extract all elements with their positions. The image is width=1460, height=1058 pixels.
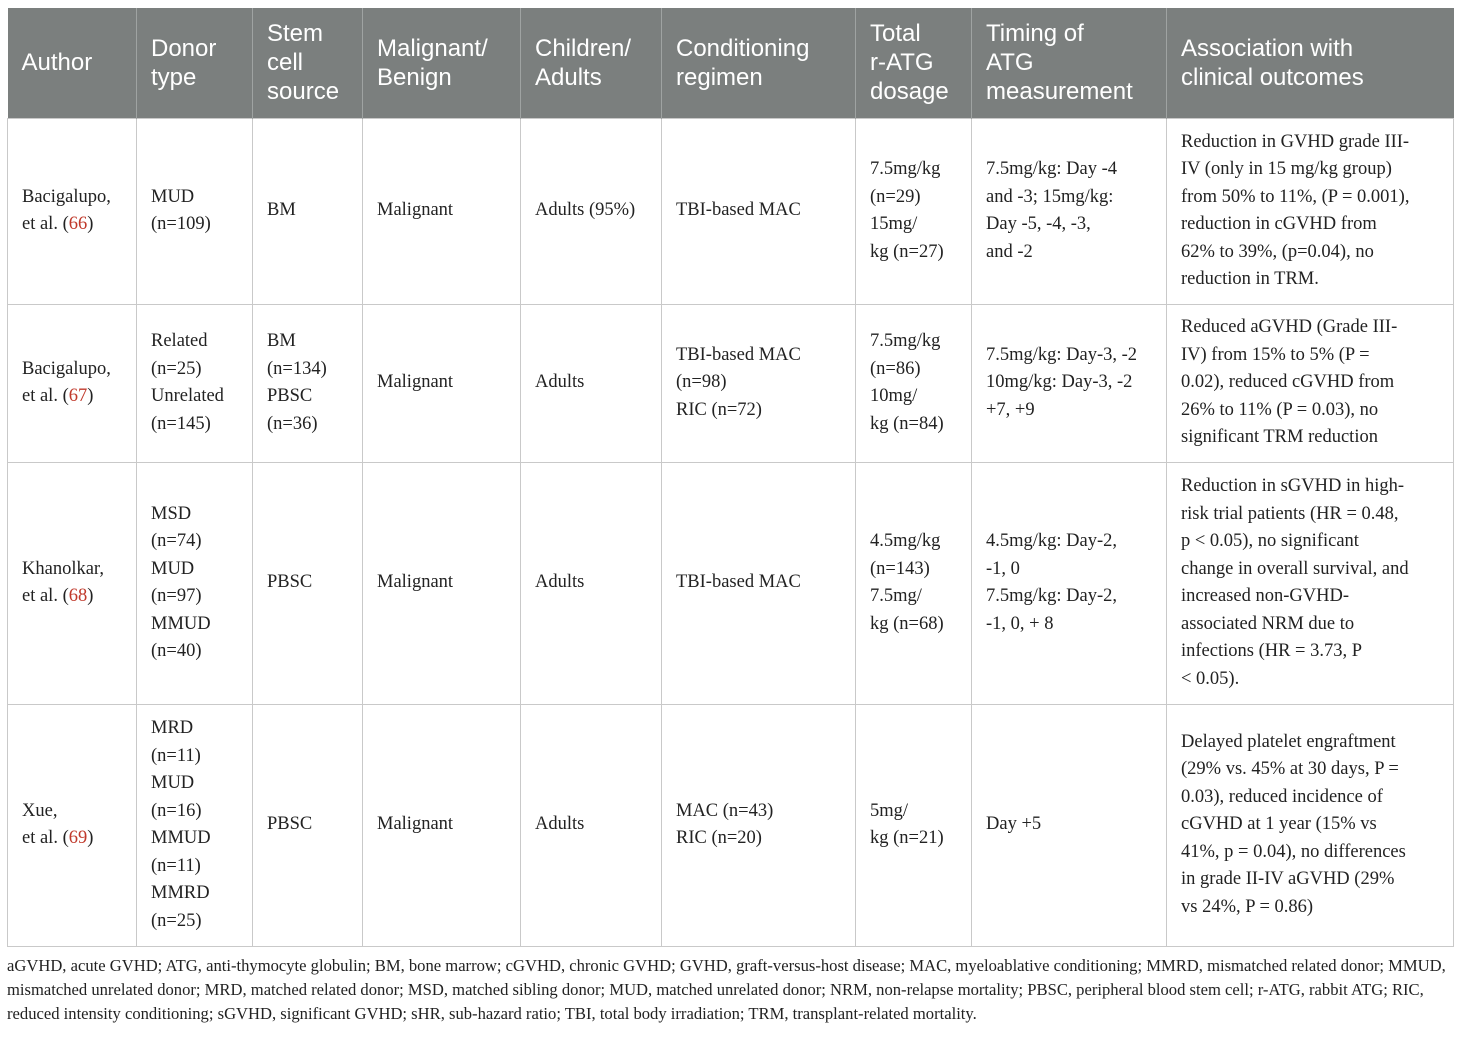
cell-line: infections (HR = 3.73, P	[1181, 641, 1363, 661]
cell-malignant	[363, 462, 521, 704]
cell-line: PBSC	[267, 386, 313, 406]
cell-age	[521, 118, 662, 304]
cell-timing	[972, 118, 1167, 304]
cell-line: change in overall survival, and	[1181, 558, 1409, 579]
header-line: Benign	[377, 63, 452, 91]
cell-line: Adults (95%)	[535, 200, 636, 221]
cell-line: vs 24%, P = 0.86)	[1181, 896, 1314, 917]
cell-line: (n=36)	[267, 413, 318, 434]
cell-line: (n=11)	[151, 855, 201, 876]
cell-line: and -3; 15mg/kg:	[986, 186, 1114, 207]
cell-line: (n=86)	[870, 358, 921, 379]
close-paren: )	[87, 214, 94, 234]
cell-line: 62% to 39%, (p=0.04), no	[1181, 241, 1374, 262]
cell-line: from 50% to 11%, (P = 0.001),	[1181, 186, 1410, 207]
cell-line: TBI-based MAC	[676, 200, 801, 221]
reference-link[interactable]: 66	[68, 214, 88, 234]
cell-line: Adults	[535, 814, 585, 835]
cell-line: RIC (n=20)	[676, 828, 762, 848]
cell-line: Bacigalupo,	[22, 186, 111, 207]
close-paren: )	[87, 828, 94, 848]
cell-line: BM	[267, 331, 296, 351]
cell-donor	[137, 118, 253, 304]
cell-line: Khanolkar,	[22, 558, 104, 579]
cell-line: 0.02), reduced cGVHD from	[1181, 372, 1395, 393]
header-line: Malignant/	[377, 34, 488, 62]
close-paren: )	[87, 586, 94, 606]
author-text: et al. (	[22, 828, 69, 848]
cell-line: significant TRM reduction	[1181, 427, 1378, 448]
reference-link[interactable]: 68	[68, 586, 88, 606]
cell-line: Delayed platelet engraftment	[1181, 731, 1396, 752]
column-header-children-adults	[521, 8, 662, 118]
cell-outcomes	[1167, 462, 1454, 704]
cell-line: increased non-GVHD-	[1181, 586, 1349, 606]
cell-author	[8, 304, 137, 462]
header-row	[8, 8, 1454, 118]
column-header-total-ratg-dosage	[856, 8, 972, 118]
table-row	[8, 704, 1454, 946]
reference-link[interactable]: 67	[68, 386, 88, 406]
cell-line: IV (only in 15 mg/kg group)	[1181, 159, 1392, 179]
header-line: Donor	[151, 34, 217, 62]
cell-timing	[972, 304, 1167, 462]
header-line: clinical outcomes	[1181, 63, 1364, 91]
cell-line: Day +5	[986, 814, 1042, 835]
cell-line: (n=74)	[151, 531, 202, 551]
cell-line: MUD	[151, 558, 195, 579]
cell-line: Reduction in GVHD grade III-	[1181, 131, 1410, 152]
cell-line: MMUD	[151, 613, 211, 634]
cell-line: Unrelated	[151, 386, 224, 406]
cell-donor	[137, 462, 253, 704]
cell-author	[8, 462, 137, 704]
close-paren: )	[87, 386, 94, 406]
header-line: measurement	[986, 78, 1133, 106]
cell-line: < 0.05).	[1181, 668, 1240, 689]
header-line: Adults	[535, 63, 602, 91]
cell-line: MUD	[151, 186, 195, 207]
cell-line: TBI-based MAC	[676, 572, 801, 593]
header-line: r-ATG	[870, 49, 934, 77]
cell-source	[253, 462, 363, 704]
cell-line: 4.5mg/kg	[870, 531, 941, 551]
cell-line: (n=109)	[151, 214, 211, 234]
cell-line: Malignant	[377, 200, 454, 221]
cell-age	[521, 462, 662, 704]
cell-line: Malignant	[377, 372, 454, 393]
cell-line: (n=98)	[676, 372, 727, 393]
header-line: Children/	[535, 34, 632, 62]
header-line: ATG	[986, 49, 1034, 77]
cell-line	[22, 825, 128, 853]
cell-line: PBSC	[267, 572, 313, 593]
cell-age	[521, 304, 662, 462]
cell-line: (29% vs. 45% at 30 days, P =	[1181, 759, 1399, 780]
cell-line: RIC (n=72)	[676, 399, 762, 420]
cell-line: (n=25)	[151, 910, 202, 931]
cell-line: Day -5, -4, -3,	[986, 214, 1091, 234]
cell-line: 7.5mg/kg	[870, 159, 941, 179]
cell-line: PBSC	[267, 814, 313, 835]
cell-author	[8, 704, 137, 946]
cell-line: MAC (n=43)	[676, 800, 774, 821]
column-header-association-outcomes	[1167, 8, 1454, 118]
cell-line: (n=29)	[870, 186, 921, 207]
column-header-stem-cell-source	[253, 8, 363, 118]
cell-source	[253, 118, 363, 304]
cell-line: Bacigalupo,	[22, 358, 111, 379]
header-line: regimen	[676, 63, 763, 91]
cell-line: 0.03), reduced incidence of	[1181, 786, 1383, 807]
cell-regimen	[662, 118, 856, 304]
cell-line: 7.5mg/kg	[870, 331, 941, 351]
header-line: Association with	[1181, 34, 1354, 62]
header-line: type	[151, 63, 197, 91]
cell-line	[22, 211, 128, 239]
cell-line: cGVHD at 1 year (15% vs	[1181, 814, 1377, 835]
cell-line: reduction in TRM.	[1181, 269, 1319, 289]
cell-regimen	[662, 704, 856, 946]
cell-author	[8, 118, 137, 304]
column-header-author	[8, 8, 137, 118]
header-line: source	[267, 78, 340, 106]
header-line: Total	[870, 20, 921, 48]
cell-line	[22, 383, 128, 411]
column-header-malignant-benign	[363, 8, 521, 118]
cell-outcomes	[1167, 704, 1454, 946]
header-line: Author	[21, 49, 93, 77]
header-line: cell	[267, 49, 304, 77]
cell-dosage	[856, 304, 972, 462]
cell-line: 7.5mg/kg: Day-2,	[986, 586, 1118, 606]
cell-dosage	[856, 462, 972, 704]
cell-line: reduction in cGVHD from	[1181, 214, 1377, 234]
table-footnote: aGVHD, acute GVHD; ATG, anti-thymocyte globulin; BM, bone marrow; cGVHD, chronic GVHD; GVHD, graft-versus-host disease; MAC, myeloablative conditioning; MMRD, mismatched related donor; MMUD, mismatched unrelated donor; MRD, matched related donor; MSD, matched sibling donor; MUD, matched unrelated donor; NRM, non-relapse mortality; PBSC, peripheral blood stem cell; r-ATG, rabbit ATG; RIC, reduced intensity conditioning; sGVHD, significant GVHD; sHR, sub-hazard ratio; TBI, total body irradiation; TRM, transplant-related mortality.	[7, 956, 1446, 1023]
cell-outcomes	[1167, 118, 1454, 304]
cell-malignant	[363, 704, 521, 946]
cell-source	[253, 704, 363, 946]
cell-line: TBI-based MAC	[676, 344, 801, 365]
cell-line: BM	[267, 200, 296, 221]
cell-line: Xue,	[22, 800, 58, 821]
cell-line: 10mg/kg: Day-3, -2	[986, 372, 1133, 393]
cell-outcomes	[1167, 304, 1454, 462]
cell-line: (n=40)	[151, 641, 202, 661]
cell-line: kg (n=84)	[870, 413, 944, 434]
cell-line: (n=145)	[151, 413, 211, 434]
cell-malignant	[363, 118, 521, 304]
cell-line: MMUD	[151, 828, 211, 848]
cell-line: kg (n=27)	[870, 241, 944, 262]
cell-line: (n=134)	[267, 358, 327, 379]
cell-line: (n=11)	[151, 745, 201, 766]
cell-line: 5mg/	[870, 800, 909, 821]
header-line: Conditioning	[676, 34, 810, 62]
cell-line: MMRD	[151, 883, 210, 903]
cell-line: 7.5mg/kg: Day-3, -2	[986, 344, 1138, 365]
cell-donor	[137, 704, 253, 946]
cell-dosage	[856, 118, 972, 304]
cell-dosage	[856, 704, 972, 946]
column-header-conditioning-regimen	[662, 8, 856, 118]
table-row	[8, 462, 1454, 704]
cell-line: (n=143)	[870, 558, 930, 579]
cell-line: Reduction in sGVHD in high-	[1181, 476, 1405, 496]
cell-line: Malignant	[377, 814, 454, 835]
cell-line: 10mg/	[870, 386, 918, 406]
cell-line: and -2	[986, 241, 1033, 262]
cell-line	[22, 583, 128, 611]
author-text: et al. (	[22, 214, 69, 234]
cell-line: MRD	[151, 718, 194, 738]
header-line: Timing of	[986, 20, 1084, 48]
cell-line: -1, 0, + 8	[986, 613, 1054, 634]
data-table	[7, 8, 1454, 947]
cell-malignant	[363, 304, 521, 462]
cell-timing	[972, 462, 1167, 704]
cell-line: 26% to 11% (P = 0.03), no	[1181, 399, 1379, 420]
cell-line: MUD	[151, 773, 195, 793]
cell-line: Adults	[535, 372, 585, 393]
cell-line: kg (n=68)	[870, 613, 944, 634]
cell-line: kg (n=21)	[870, 828, 944, 848]
cell-line: risk trial patients (HR = 0.48,	[1181, 503, 1399, 524]
cell-line: Related	[151, 331, 208, 351]
column-header-timing-of-atg	[972, 8, 1167, 118]
cell-line: 7.5mg/kg: Day -4	[986, 159, 1118, 179]
cell-line: 4.5mg/kg: Day-2,	[986, 531, 1118, 551]
cell-line: Malignant	[377, 572, 454, 593]
cell-line: IV) from 15% to 5% (P =	[1181, 344, 1370, 365]
cell-line: +7, +9	[986, 399, 1035, 420]
author-text: et al. (	[22, 386, 69, 406]
cell-line: in grade II-IV aGVHD (29%	[1181, 869, 1395, 890]
cell-line: (n=16)	[151, 800, 202, 821]
cell-line: (n=97)	[151, 586, 202, 606]
cell-line: (n=25)	[151, 358, 202, 379]
cell-line: 41%, p = 0.04), no differences	[1181, 841, 1406, 862]
reference-link[interactable]: 69	[68, 828, 88, 848]
cell-timing	[972, 704, 1167, 946]
cell-regimen	[662, 462, 856, 704]
cell-line: p < 0.05), no significant	[1181, 531, 1359, 551]
header-line: Stem	[267, 20, 324, 48]
cell-line: MSD	[151, 503, 192, 524]
cell-line: Adults	[535, 572, 585, 593]
cell-age	[521, 704, 662, 946]
column-header-donor-type	[137, 8, 253, 118]
cell-line: Reduced aGVHD (Grade III-	[1181, 317, 1398, 338]
cell-line: associated NRM due to	[1181, 613, 1355, 634]
cell-line: -1, 0	[986, 558, 1020, 579]
table-row	[8, 118, 1454, 304]
header-line: dosage	[870, 78, 949, 106]
table-row	[8, 304, 1454, 462]
author-text: et al. (	[22, 586, 69, 606]
cell-line: 7.5mg/	[870, 586, 922, 606]
cell-line: 15mg/	[870, 214, 918, 234]
cell-source	[253, 304, 363, 462]
cell-donor	[137, 304, 253, 462]
cell-regimen	[662, 304, 856, 462]
